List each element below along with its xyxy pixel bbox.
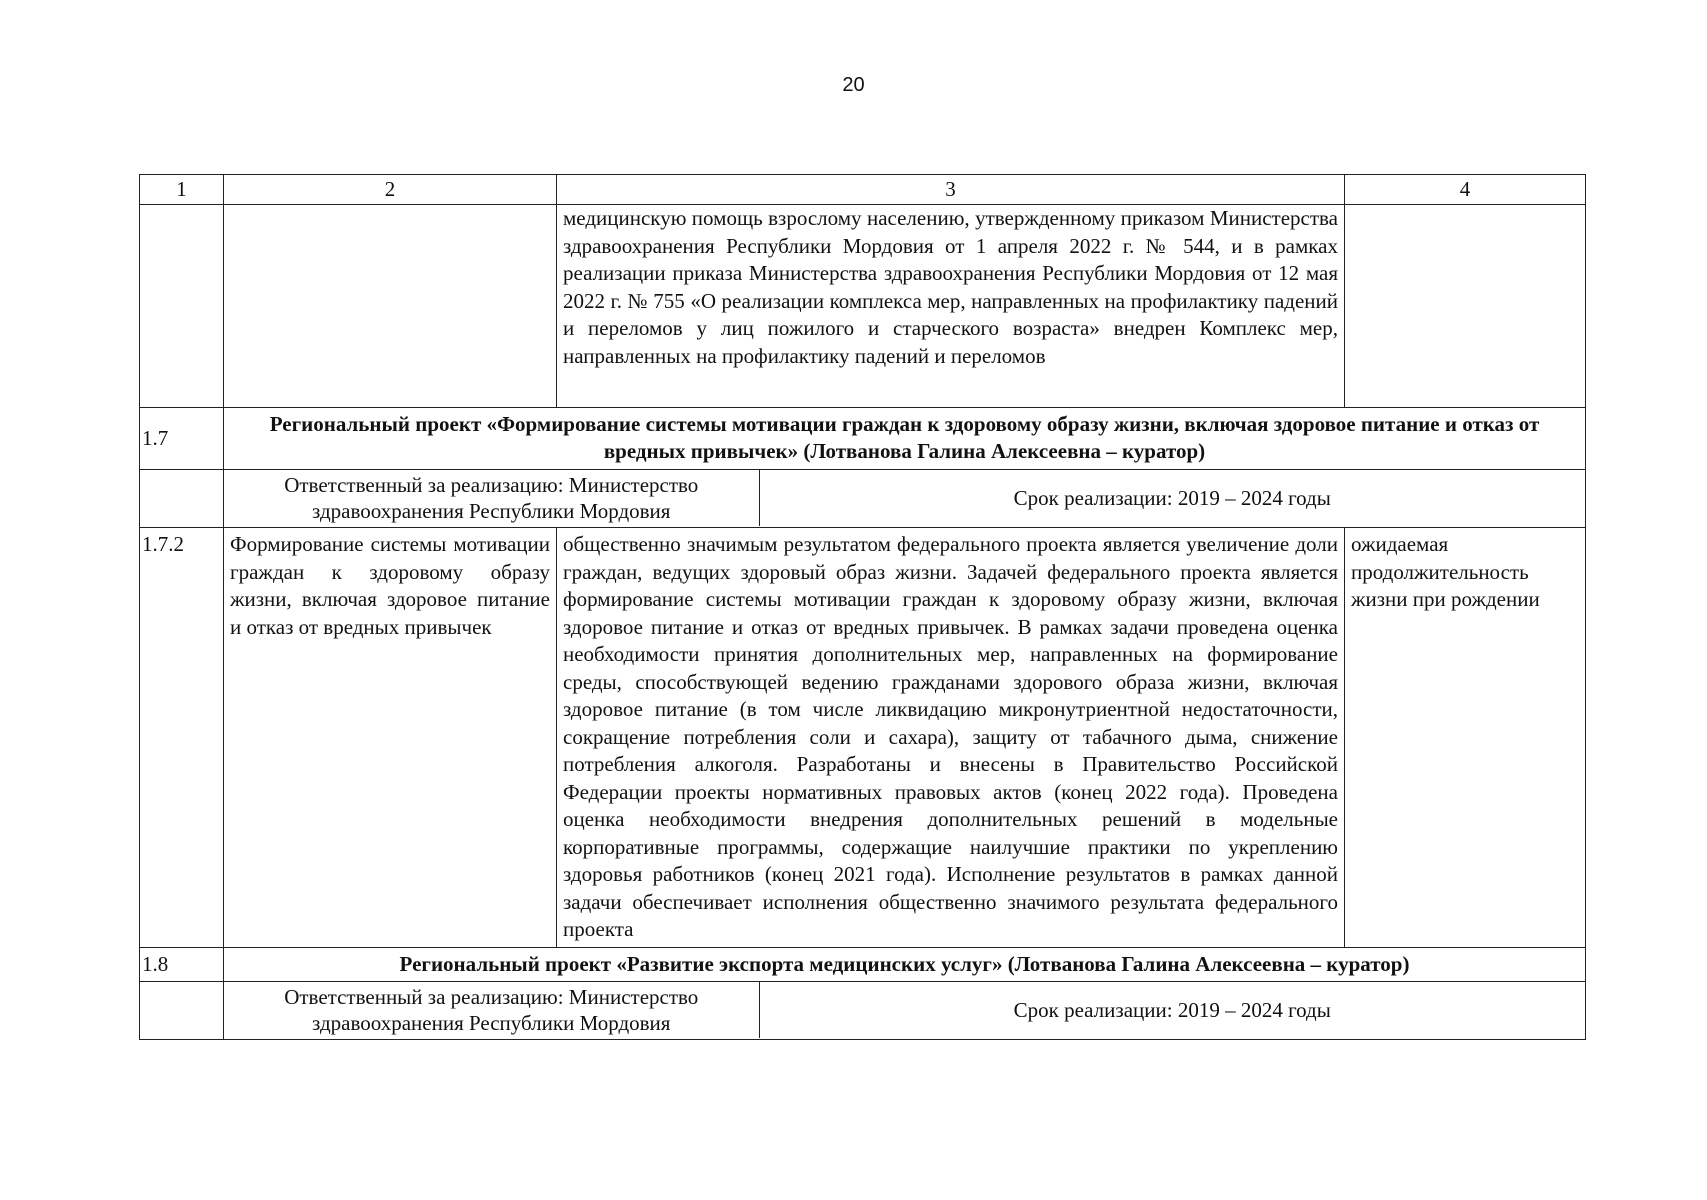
responsible-text: Ответственный за реализацию: Министерство здравоохранения Республики Мордовия bbox=[224, 982, 759, 1038]
table-header-row bbox=[140, 175, 1586, 205]
column-header: 2 bbox=[224, 175, 557, 205]
row-number: 1.8 bbox=[140, 947, 224, 982]
empty-cell bbox=[140, 205, 224, 408]
measure-description: общественно значимым результатом федерального проекта является увеличение доли граждан, ведущих здоровый образ жизни. Задачей федерального проекта является формирование системы мотивации граждан к здоровому образу жизни, включая здоровое питание и отказ от вредных привычек. В рамках задачи проведена оценка необходимости принятия дополнительных мер, направленных на формирование среды, способствующей ведению гражданами здорового образа жизни, включая здоровое питание (в том числе ликвидацию микронутриентной недостаточности, сокращение потребления соли и сахара), защиту от табачного дыма, снижение потребления алкоголя. Разработаны и внесены в Правительство Российской Федерации проекты нормативных правовых актов (конец 2022 года). Проведена оценка необходимости внедрения дополнительных решений в модельные корпоративные программы, содержащие наилучшие практики по укреплению здоровья работников (конец 2021 года). Исполнение результатов в рамках данной задачи обеспечивает исполнения общественно значимого результата федерального проекта bbox=[557, 528, 1345, 948]
empty-cell bbox=[1345, 205, 1586, 408]
column-header: 4 bbox=[1345, 175, 1586, 205]
continuation-row bbox=[140, 205, 1586, 408]
project-1-7-responsible-row bbox=[140, 470, 1586, 528]
term-text: Срок реализации: 2019 – 2024 годы bbox=[1013, 486, 1331, 510]
row-number: 1.7.2 bbox=[140, 528, 224, 948]
empty-cell bbox=[224, 205, 557, 408]
row-number: 1.7 bbox=[140, 408, 224, 470]
indicator-text: ожидаемая продолжительность жизни при рождении bbox=[1345, 528, 1586, 948]
project-title: Региональный проект «Формирование системы мотивации граждан к здоровому образу жизни, включая здоровое питание и отказ от вредных привычек» (Лотванова Галина Алексеевна – куратор) bbox=[224, 408, 1586, 470]
project-1-8-responsible-row bbox=[140, 982, 1586, 1040]
project-title: Региональный проект «Развитие экспорта медицинских услуг» (Лотванова Галина Алексеевна – куратор) bbox=[224, 947, 1586, 982]
project-1-7-title-row bbox=[140, 408, 1586, 470]
empty-cell bbox=[140, 982, 224, 1040]
column-header: 3 bbox=[557, 175, 1345, 205]
empty-cell bbox=[140, 470, 224, 528]
continuation-text: медицинскую помощь взрослому населению, утвержденному приказом Министерства здравоохранения Республики Мордовия от 1 апреля 2022 г. № 544, и в рамках реализации приказа Министерства здравоохранения Республики Мордовия от 12 мая 2022 г. № 755 «О реализации комплекса мер, направленных на профилактику падений и переломов у лиц пожилого и старческого возраста» внедрен Комплекс мер, направленных на профилактику падений и переломов bbox=[557, 205, 1345, 408]
column-header: 1 bbox=[140, 175, 224, 205]
project-1-8-title-row bbox=[140, 947, 1586, 982]
document-table bbox=[139, 174, 1586, 1040]
measure-name: Формирование системы мотивации граждан к здоровому образу жизни, включая здоровое питание и отказ от вредных привычек bbox=[224, 528, 557, 948]
row-1-7-2 bbox=[140, 528, 1586, 948]
term-text: Срок реализации: 2019 – 2024 годы bbox=[1013, 998, 1331, 1022]
page-number: 20 bbox=[842, 74, 865, 96]
responsible-text: Ответственный за реализацию: Министерство здравоохранения Республики Мордовия bbox=[224, 470, 759, 526]
